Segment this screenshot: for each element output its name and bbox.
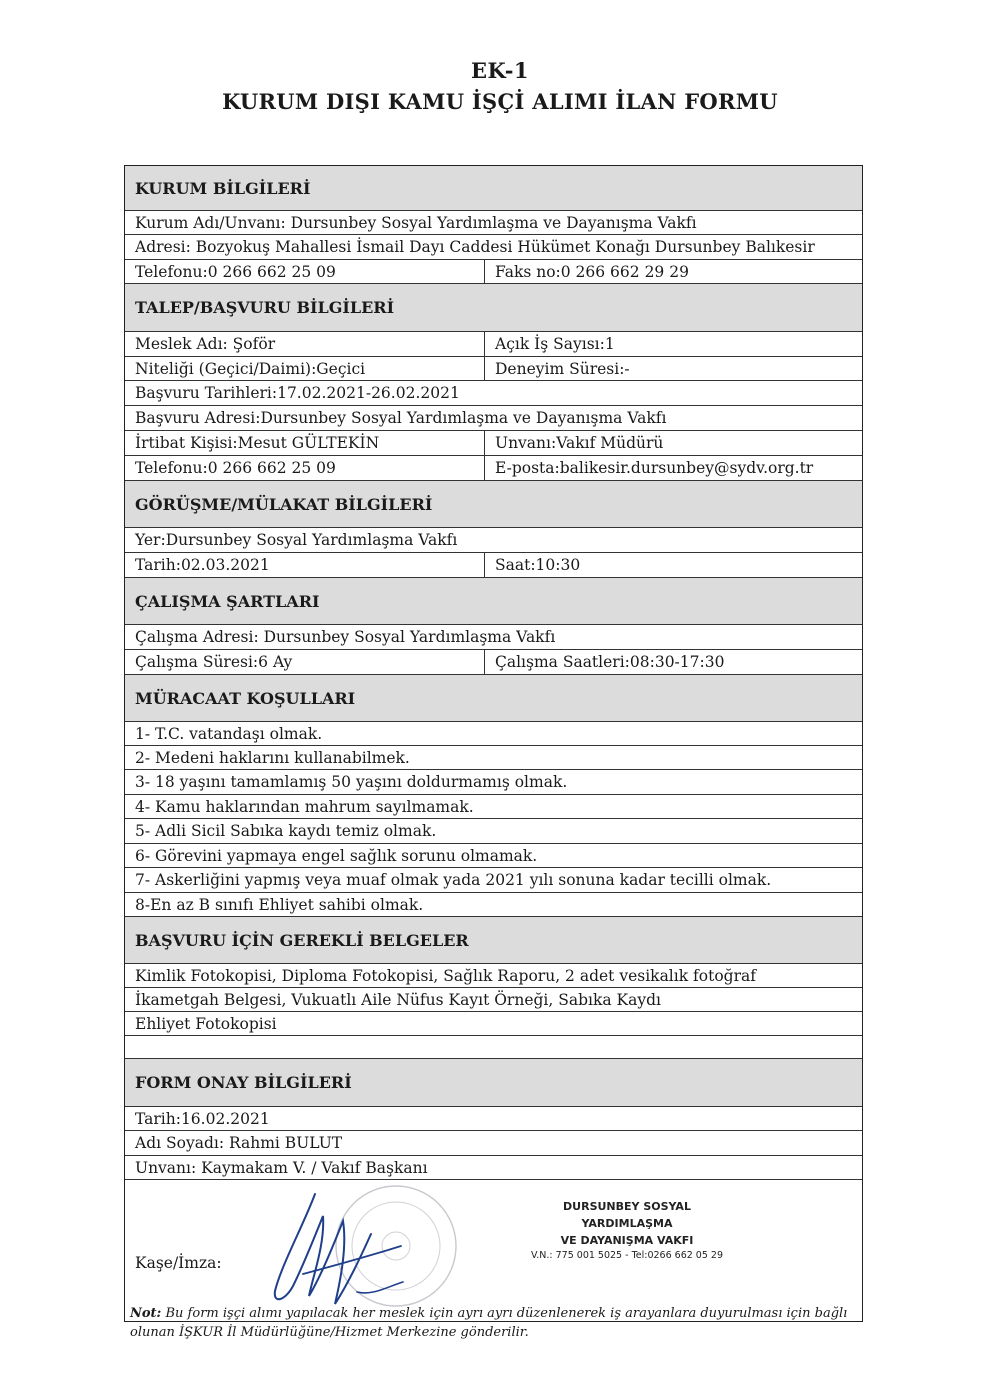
condition-row [125, 893, 862, 917]
condition-row [125, 722, 862, 746]
condition-row [125, 770, 862, 795]
experience: Deneyim Süresi:- [495, 359, 630, 378]
condition-row [125, 746, 862, 770]
application-dates: Başvuru Tarihleri:17.02.2021-26.02.2021 [135, 384, 460, 402]
condition-item: 3- 18 yaşını tamamlamış 50 yaşını doldurmamış olmak. [135, 773, 568, 791]
section-calisma-heading: ÇALIŞMA ŞARTLARI [125, 578, 862, 625]
form-code: EK-1 [470, 58, 530, 83]
approver-name: Adı Soyadı: Rahmi BULUT [135, 1134, 343, 1152]
condition-item: 7- Askerliğini yapmış veya muaf olmak yada 2021 yılı sonuna kadar tecilli olmak. [135, 871, 772, 889]
gorusme-row-1 [125, 528, 862, 553]
talep-row-2 [125, 357, 862, 381]
document-row [125, 1012, 862, 1036]
signature-area [125, 1180, 862, 1321]
approver-title: Unvanı: Kaymakam V. / Vakıf Başkanı [135, 1158, 428, 1177]
talep-row-5 [125, 431, 862, 456]
contact-person: İrtibat Kişisi:Mesut GÜLTEKİN [125, 431, 485, 455]
form-title: KURUM DIŞI KAMU İŞÇİ ALIMI İLAN FORMU [222, 89, 778, 114]
kurum-address: Adresi: Bozyokuş Mahallesi İsmail Dayı Caddesi Hükümet Konağı Dursunbey Balıkesir [135, 238, 815, 256]
approval-date: Tarih:16.02.2021 [135, 1109, 270, 1128]
interview-time: Saat:10:30 [495, 556, 581, 574]
section-talep-heading: TALEP/BAŞVURU BİLGİLERİ [125, 284, 862, 332]
section-onay-heading: FORM ONAY BİLGİLERİ [125, 1059, 862, 1107]
condition-row [125, 868, 862, 893]
signature-icon [263, 1186, 413, 1321]
footnote-label: Not: [130, 1306, 162, 1321]
open-positions: Açık İş Sayısı:1 [495, 335, 615, 353]
stamp-signature-label: Kaşe/İmza: [135, 1254, 222, 1272]
kurum-name: Kurum Adı/Unvanı: Dursunbey Sosyal Yardımlaşma ve Dayanışma Vakfı [135, 213, 697, 232]
gorusme-row-2 [125, 553, 862, 578]
section-kurum-heading: KURUM BİLGİLERİ [125, 166, 862, 211]
condition-item: 5- Adli Sicil Sabıka kaydı temiz olmak. [135, 822, 437, 840]
condition-row [125, 795, 862, 819]
condition-row [125, 819, 862, 844]
announcement-form [124, 165, 863, 1322]
condition-item: 4- Kamu haklarından mahrum sayılmamak. [135, 797, 474, 816]
job-type: Niteliği (Geçici/Daimi):Geçici [125, 357, 485, 380]
condition-item: 6- Görevini yapmaya engel sağlık sorunu olmamak. [135, 846, 538, 865]
document-item: Kimlik Fotokopisi, Diploma Fotokopisi, Sağlık Raporu, 2 adet vesikalık fotoğraf [135, 966, 756, 985]
document-item: Ehliyet Fotokopisi [135, 1014, 277, 1033]
onay-row-1 [125, 1107, 862, 1131]
institution-stamp [517, 1198, 737, 1264]
condition-item: 2- Medeni haklarını kullanabilmek. [135, 748, 410, 767]
talep-row-6 [125, 456, 862, 481]
document-row [125, 964, 862, 988]
footnote-text: Bu form işçi alımı yapılacak her meslek için ayrı ayrı düzenlenerek iş arayanlara duyurulması için bağlı olunan İŞKUR İl Müdürlüğüne/Hizmet Merkezine gönderilir. [130, 1306, 848, 1340]
talep-row-3 [125, 381, 862, 406]
talep-row-1 [125, 332, 862, 357]
onay-row-3 [125, 1156, 862, 1180]
interview-place: Yer:Dursunbey Sosyal Yardımlaşma Vakfı [135, 531, 458, 549]
document-row [125, 988, 862, 1012]
stamp-line-3: V.N.: 775 001 5025 - Tel:0266 662 05 29 [530, 1250, 723, 1262]
application-address: Başvuru Adresi:Dursunbey Sosyal Yardımlaşma ve Dayanışma Vakfı [135, 409, 667, 427]
stamp-line-2: VE DAYANIŞMA VAKFI [560, 1234, 694, 1248]
section-belgeler-heading: BAŞVURU İÇİN GEREKLİ BELGELER [125, 917, 862, 964]
stamp-line-1: DURSUNBEY SOSYAL YARDIMLAŞMA [563, 1200, 691, 1231]
talep-row-4 [125, 406, 862, 431]
kurum-fax: Faks no:0 266 662 29 29 [495, 262, 689, 281]
interview-date: Tarih:02.03.2021 [125, 553, 485, 577]
onay-row-2 [125, 1131, 862, 1156]
work-duration: Çalışma Süresi:6 Ay [125, 650, 485, 674]
kurum-address-row [125, 235, 862, 260]
calisma-row-2 [125, 650, 862, 675]
contact-title: Unvanı:Vakıf Müdürü [495, 434, 664, 452]
document-item: İkametgah Belgesi, Vukuatlı Aile Nüfus Kayıt Örneği, Sabıka Kaydı [135, 990, 661, 1009]
document-row-empty [125, 1036, 862, 1059]
calisma-row-1 [125, 625, 862, 650]
kurum-phone: Telefonu:0 266 662 25 09 [125, 260, 485, 283]
condition-item: 1- T.C. vatandaşı olmak. [135, 724, 323, 743]
document-header [0, 58, 1000, 114]
footnote [130, 1305, 870, 1343]
contact-email: E-posta:balikesir.dursunbey@sydv.org.tr [495, 459, 814, 477]
section-muracaat-heading: MÜRACAAT KOŞULLARI [125, 675, 862, 722]
kurum-contact-row [125, 260, 862, 284]
contact-phone: Telefonu:0 266 662 25 09 [125, 456, 485, 480]
job-title: Meslek Adı: Şoför [125, 332, 485, 356]
condition-row [125, 844, 862, 868]
condition-item: 8-En az B sınıfı Ehliyet sahibi olmak. [135, 895, 424, 914]
kurum-name-row [125, 211, 862, 235]
section-gorusme-heading: GÖRÜŞME/MÜLAKAT BİLGİLERİ [125, 481, 862, 528]
work-address: Çalışma Adresi: Dursunbey Sosyal Yardımlaşma Vakfı [135, 628, 556, 646]
work-hours: Çalışma Saatleri:08:30-17:30 [495, 653, 725, 671]
